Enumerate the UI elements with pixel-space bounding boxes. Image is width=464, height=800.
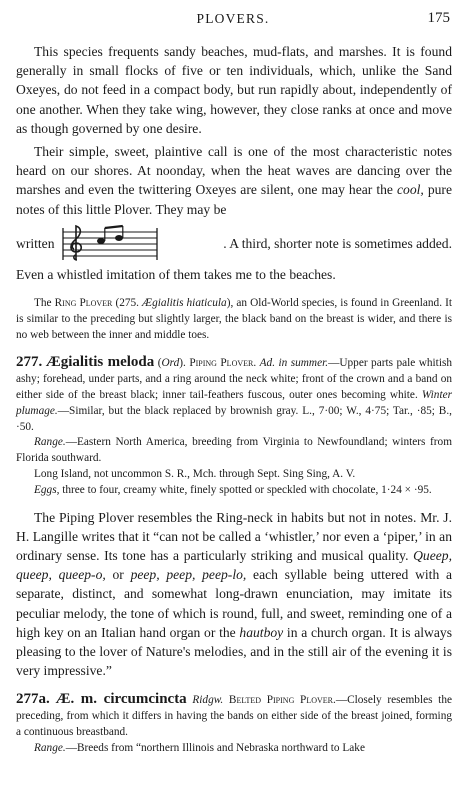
ring-plover-latin: Ægialitis hiaticula	[142, 297, 227, 310]
paragraph-piping-notes: The Piping Plover resembles the Ring-neck in habits but not in notes. Mr. J. H. Langille writes that it “can not be called a ‘whistler,’ nor even a ‘piper,’ in an ordinary sense. Its tone has a particularly striking and musical quality. Queep, queep, queep-o, or peep, peep, peep-lo, each syllable being uttered with a separate, distinct, and somewhat long-drawn enunciation, may imitate its peculiar melody, the tone of which is round, full, and sweet, reminding one of a high key on an Italian hand organ or the hautboy in a church organ. It is always pleasing to the lover of Nature's melodies, and in the still air of the evening it is very impressive.”	[16, 509, 453, 679]
entry-277-name: Ægialitis meloda	[45, 354, 155, 371]
entry-277-common-name: Piping Plover.	[189, 357, 257, 370]
music-staff-icon	[61, 224, 159, 264]
page-body	[16, 42, 452, 757]
music-before-text: written	[16, 235, 55, 251]
entry-277a-heading	[16, 692, 452, 740]
entry-277a-common-name: Belted Piping Plover.	[228, 694, 336, 707]
call-text-c: pure notes of this little Plover. They may be	[16, 182, 452, 217]
entry-277a-description: —Closely resembles the preceding, from which it differs in having the bands on either side of the breast joined, forming a continuous breastband.	[16, 694, 452, 739]
paragraph-call	[16, 142, 452, 219]
entry-277a-authority: Ridgw.	[192, 694, 224, 707]
entry-277-plumage-label: Ad. in summer.	[259, 357, 329, 370]
note-ring-plover: The Ring Plover (275. Ægialitis hiaticula), an Old-World species, is found in Greenland. It is similar to the preceding but slightly larger, the black band on the breast is wider, and there is no web between the inner and middle toes.	[16, 297, 452, 341]
music-after-text: . A third, shorter note is sometimes added.	[223, 235, 452, 251]
call-queep: Queep, queep, queep-o,	[16, 548, 452, 583]
entry-277-authority: Ord	[161, 357, 180, 370]
entry-277-local: Long Island, not uncommon S. R., Mch. through Sept. Sing Sing, A. V.	[34, 468, 356, 480]
entry-277a-range: Range.—Breeds from “northern Illinois and Nebraska northward to Lake	[34, 741, 365, 754]
running-head: PLOVERS.	[196, 11, 270, 26]
paragraph-habitat: This species frequents sandy beaches, mud-flats, and marshes. It is found generally in small flocks of five or ten individuals, which, unlike the Sand Oxeyes, do not feed in a compact body, but run rapidly about, independently of one another. When they take wing, however, they close ranks at once and move as though governed by one desire.	[16, 44, 452, 136]
page-header	[16, 8, 450, 30]
entry-277-heading: 277. Ægialitis meloda (Ord). Piping Plover. Ad. in summer.—Upper parts pale whitish ashy; forehead, under parts, and a ring around the neck white; front of the crown and a band on either side of the breast black; inner tail-feathers fuscous, outer ones becoming white. Winter plumage.—Similar, but the black replaced by brownish gray. L., 7·00; W., 4·75; Tar., ·85; B., ·50.	[16, 354, 452, 433]
entry-277-winter-label: Winter plumage.	[16, 389, 452, 417]
ring-plover-name: Ring Plover	[54, 297, 113, 310]
entry-277-eggs: Eggs, three to four, creamy white, finely spotted or speckled with chocolate, 1·24 × ·95.	[34, 483, 432, 496]
treble-clef-icon	[70, 226, 80, 260]
music-notation-line	[16, 223, 452, 265]
entry-277-measurements: —Similar, but the black replaced by brownish gray. L., 7·00; W., 4·75; Tar., ·85; B., ·50.	[16, 404, 452, 433]
paragraph-beaches: Even a whistled imitation of them takes me to the beaches.	[16, 266, 336, 282]
word-hautboy: hautboy	[239, 624, 284, 640]
call-text-a: Their simple, sweet, plaintive call is one of the most characteristic notes heard on our shores. At noonday, when the heat waves are dancing over the marshes and even the twittering Oxeyes are silent, one may hear the	[16, 144, 452, 198]
entry-277a-number: 277a.	[16, 691, 50, 708]
entry-277-description: —Upper parts pale whitish ashy; forehead, under parts, and a ring around the neck white; front of the crown and a band on either side of the breast black; inner tail-feathers fuscous, outer ones becoming white.	[16, 357, 452, 402]
entry-277-range: Range.—Eastern North America, breeding from Virginia to Newfoundland; winters from Florida southward.	[16, 436, 452, 465]
call-text-cool: cool,	[396, 182, 424, 198]
entry-277-number: 277.	[16, 354, 43, 371]
page-number: 175	[427, 10, 450, 26]
entry-277a-name: Æ. m. circumcincta	[55, 691, 187, 708]
call-peep: peep, peep, peep-lo,	[130, 567, 247, 583]
